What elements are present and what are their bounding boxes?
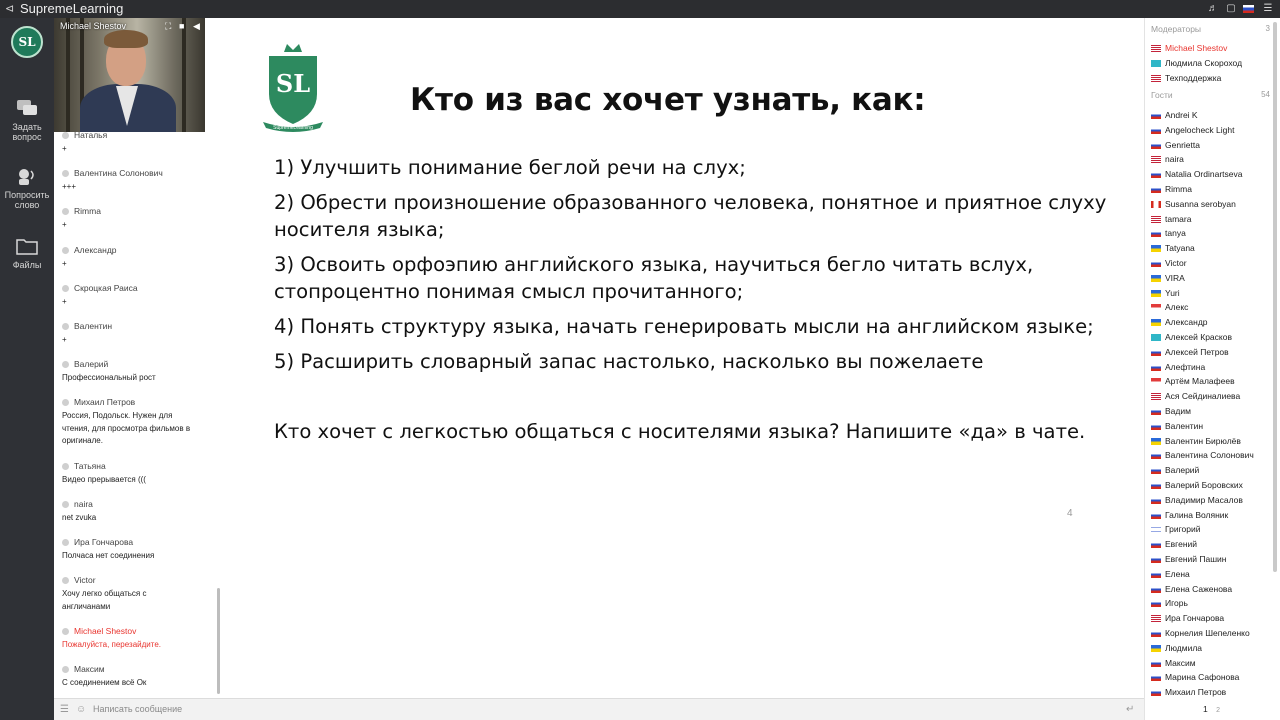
participant-name: Евгений Пашин [1165,554,1227,564]
chat-message [62,575,212,613]
participant-item[interactable] [1151,554,1226,565]
flag-kz-icon [1151,334,1161,341]
chat-author-name: Валентина Солонович [74,168,163,178]
participant-item[interactable] [1151,58,1242,69]
chat-author [62,245,212,256]
participant-name: Артём Малафеев [1165,376,1235,387]
flag-us-icon [1151,45,1161,52]
avatar-icon [62,666,69,673]
participant-name: Victor [1165,258,1187,268]
participant-name: Алексей Петров [1165,346,1229,357]
video-speaker-name: Michael Shestov [60,21,127,31]
participant-name: Michael Shestov [1165,43,1228,53]
participant-name: Елена [1165,568,1190,579]
chat-message [62,321,212,347]
emoji-icon[interactable]: ☺ [76,704,87,715]
request-word-label-1: Попросить [4,190,50,200]
participant-item[interactable] [1151,43,1227,54]
slide-bullet: 4) Понять структуру языка, начать генерировать мысли на английском языке; [274,315,1094,338]
flag-ru-icon [1151,660,1161,667]
participant-item[interactable] [1151,436,1241,447]
chat-text-line: Хочу легко общаться с [62,589,147,598]
avatar-icon [62,132,69,139]
slide-call-to-action: Кто хочет с легкостью общаться с носителями языка? Напишите «да» в чате. [274,420,1086,443]
chat-input-bar [54,698,1144,720]
participant-name: Людмила [1165,642,1203,653]
avatar-icon [62,170,69,177]
moderators-count: 3 [1265,24,1270,33]
flag-sg-icon [1151,304,1161,311]
chat-scrollbar[interactable] [217,588,220,694]
chat-author-name: Скроцкая Раиса [74,283,138,293]
chat-message [62,461,212,487]
flag-ru-icon [1151,497,1161,504]
speaker-hair [104,30,148,48]
chat-text [62,588,212,613]
chat-author-name: Rimma [74,206,101,216]
flag-ru-icon [1151,260,1161,267]
participant-name: Владимир Масалов [1165,494,1243,505]
avatar-icon [62,628,69,635]
chat-text: net zvuka [62,513,97,522]
flag-ua-icon [1151,438,1161,445]
chat-author [62,397,212,408]
avatar-icon [62,463,69,470]
ask-question-label-1: Задать [12,122,42,132]
language-flag-icon[interactable] [1243,5,1254,13]
flag-sg-icon [1151,378,1161,385]
flag-ua-icon [1151,245,1161,252]
chat-text: + [62,220,67,229]
participant-name: Genrietta [1165,139,1200,150]
chat-message [62,130,212,156]
participant-item[interactable] [1151,450,1254,461]
bamboo-stalk [66,18,70,132]
chat-author [62,206,212,217]
chat-text: + [62,144,67,153]
slide-page-number: 4 [1067,508,1073,519]
participant-name: Алексей Красков [1165,332,1232,342]
flag-ru-icon [1151,467,1161,474]
chat-bubbles-icon [15,98,39,118]
participant-item[interactable] [1151,347,1229,358]
participant-item[interactable] [1151,228,1186,239]
pagination [1203,704,1220,714]
flag-ru-icon [1151,689,1161,696]
slide-logo-subtitle: SupremeLearning [273,125,313,131]
chat-author-name: naira [74,499,93,509]
avatar-icon [62,501,69,508]
flag-ua-icon [1151,319,1161,326]
slide-logo-text: SL [275,69,311,98]
chat-text-line: Россия, Подольск. Нужен для [62,411,173,420]
slide-title: Кто из вас хочет узнать, как: [410,82,926,118]
presentation-slide [222,18,1144,698]
chat-author-name: Michael Shestov [74,626,137,636]
send-icon[interactable]: ↵ [1126,704,1135,715]
participant-name: Евгений [1165,539,1198,550]
request-word-button[interactable] [0,166,54,210]
flag-ua-icon [1151,275,1161,282]
participant-name: Михаил Петров [1165,687,1227,698]
chat-author [62,359,212,370]
guests-count: 54 [1261,90,1270,99]
participant-name: tamara [1165,213,1192,224]
participant-item[interactable] [1151,243,1195,254]
participant-name: tanya [1165,228,1186,239]
flag-ru-icon [1151,112,1161,119]
avatar-icon [62,577,69,584]
participant-item[interactable] [1151,406,1191,417]
flag-ru-icon [1151,571,1161,578]
title-bar [0,0,1280,18]
participant-name: Вадим [1165,406,1191,416]
participant-item[interactable] [1151,658,1196,669]
files-label: Файлы [12,260,42,270]
ask-question-button[interactable] [0,98,54,142]
flag-ru-icon [1151,423,1161,430]
chat-message-input[interactable]: Написать сообщение [93,704,183,714]
brand-logo: SL [11,26,43,58]
participant-item[interactable] [1151,332,1232,343]
ask-question-label-2: вопрос [12,132,42,142]
chat-author-name: Наталья [74,130,108,140]
chat-author-name: Татьяна [74,461,106,471]
flag-ru-icon [1151,674,1161,681]
participant-item[interactable] [1151,524,1200,535]
avatar-icon [62,323,69,330]
folder-icon [15,236,39,256]
chat-text: +++ [62,182,77,191]
slide-bullet: 3) Освоить орфоэпию английского языка, научиться бегло читать вслух, стопроцентно понимая смысл прочитанного; [274,253,1034,303]
chat-text-line: англичанами [62,601,111,611]
guests-header: Гости [1151,90,1173,100]
participant-item[interactable] [1151,199,1236,210]
participant-name: Susanna serobyan [1165,198,1236,209]
participant-name: Ася Сейдиналиева [1165,391,1241,402]
fullscreen-icon[interactable]: ⛶ [165,21,172,31]
participant-name: Корнелия Шепеленко [1165,628,1250,638]
participant-item[interactable] [1151,302,1188,313]
chat-author [62,537,212,548]
chat-author [62,168,212,179]
participant-name: Алефтина [1165,361,1206,372]
slide-bullet: 2) Обрести произношение образованного человека, понятное и приятное слуху носителя языка; [274,191,1107,241]
participant-item[interactable] [1151,317,1208,328]
flag-ua-icon [1151,290,1161,297]
participant-name: Rimma [1165,184,1192,194]
volume-icon[interactable]: ♬ [1208,3,1218,14]
flag-ru-icon [1151,186,1161,193]
files-button[interactable] [0,236,54,270]
participant-name: Максим [1165,657,1196,668]
avatar-icon [62,539,69,546]
participant-item[interactable] [1151,258,1187,269]
chat-author [62,664,212,675]
speaker-video[interactable] [54,18,205,132]
participant-name: Алекс [1165,302,1189,313]
chat-message [62,206,212,232]
participants-scrollbar[interactable] [1273,22,1277,572]
chat-text-line: оригинале. [62,436,103,445]
flag-ru-icon [1151,630,1161,637]
flag-ru-icon [1151,452,1161,459]
flag-ru-icon [1151,230,1161,237]
participant-name: Валентин [1165,420,1204,431]
chat-author [62,321,212,332]
participant-item[interactable] [1151,687,1226,698]
chat-text: + [62,297,67,306]
participant-name: Галина Воляник [1165,509,1229,520]
flag-ru-icon [1151,541,1161,548]
chat-message-moderator [62,626,212,652]
menu-icon[interactable]: ☰ [60,704,69,715]
slide-bullet: 5) Расширить словарный запас настолько, насколько вы пожелаете [274,350,984,373]
participant-name: Валентина Солонович [1165,450,1254,461]
screen-share-icon[interactable]: ▢ [1226,3,1236,14]
participant-item[interactable] [1151,362,1205,373]
participant-item[interactable] [1151,495,1243,506]
chat-message [62,397,212,448]
participant-item[interactable] [1151,569,1190,580]
chat-message [62,664,212,690]
flag-ca-icon [1151,201,1161,208]
slide-logo-shield [260,40,326,132]
chat-text-line: чтения, для просмотра фильмов в [62,423,191,433]
chat-message [62,537,212,563]
participant-item[interactable] [1151,584,1232,595]
participant-name: Валерий Боровских [1165,480,1243,490]
participant-name: Валерий [1165,465,1200,476]
mute-icon[interactable]: ◀ [193,21,200,31]
flag-ru-icon [1151,171,1161,178]
chat-author-name: Михаил Петров [74,397,136,407]
participant-item[interactable] [1151,169,1242,180]
participant-item[interactable] [1151,672,1239,683]
participant-name: Yuri [1165,287,1180,298]
participant-name: VIRA [1165,272,1185,283]
chat-author-name: Victor [74,575,96,585]
chat-message [62,168,212,194]
flag-ru-icon [1151,482,1161,489]
flag-ru-icon [1151,349,1161,356]
flag-il-icon [1151,526,1161,533]
participant-item[interactable] [1151,110,1198,121]
chat-author-name: Александр [74,245,117,255]
participant-item[interactable] [1151,184,1192,195]
participant-item[interactable] [1151,421,1203,432]
avatar-icon [62,399,69,406]
chat-author-name: Валентин [74,321,113,331]
chat-text: Пожалуйста, перезайдите. [62,640,161,649]
flag-us-icon [1151,156,1161,163]
participant-name: Angelocheck Light [1165,124,1235,135]
participant-name: Елена Саженова [1165,583,1233,594]
participant-name: Людмила Скороход [1165,58,1243,68]
chat-text: С соединением всё Ок [62,678,147,687]
speaker-icon [15,166,39,186]
chat-text: Видео прерывается ((( [62,475,146,484]
page-next[interactable]: 2 [1216,707,1221,714]
participant-item[interactable] [1151,214,1191,225]
share-icon[interactable]: ⊲ [5,3,15,15]
flag-ru-icon [1151,512,1161,519]
chat-author-name: Максим [74,664,105,674]
app-title: SupremeLearning [20,1,124,16]
chat-text: + [62,335,67,344]
participant-item[interactable] [1151,480,1243,491]
avatar-icon [62,361,69,368]
participant-item[interactable] [1151,613,1224,624]
participant-item[interactable] [1151,465,1199,476]
participant-name: naira [1165,154,1184,165]
participant-item[interactable] [1151,376,1235,387]
participant-name: Марина Сафонова [1165,672,1240,683]
participant-item[interactable] [1151,643,1202,654]
participant-item[interactable] [1151,273,1185,284]
chat-author [62,626,212,637]
participant-name: Александр [1165,317,1208,328]
participant-name: Техподдержка [1165,73,1222,83]
chat-text: Профессиональный рост [62,373,156,382]
participant-item[interactable] [1151,140,1200,151]
chat-text: Полчаса нет соединения [62,551,155,560]
flag-ru-icon [1151,408,1161,415]
participant-item[interactable] [1151,154,1184,165]
participant-name: Andrei K [1165,110,1198,120]
participant-item[interactable] [1151,598,1188,609]
participant-item[interactable] [1151,510,1228,521]
participants-panel [1144,18,1280,720]
chat-author [62,130,212,141]
flag-kz-icon [1151,60,1161,67]
chat-message [62,245,212,271]
flag-ru-icon [1151,127,1161,134]
chat-author [62,283,212,294]
participant-name: Валентин Бирюлёв [1165,435,1241,446]
flag-ru-icon [1151,142,1161,149]
page-current[interactable]: 1 [1203,704,1208,714]
flag-ru-icon [1151,600,1161,607]
flag-ru-icon [1151,364,1161,371]
flag-us-icon [1151,393,1161,400]
participant-item[interactable] [1151,73,1221,84]
avatar-icon [62,208,69,215]
participant-name: Григорий [1165,524,1201,535]
slide-bullet: 1) Улучшить понимание беглой речи на слух; [274,156,746,179]
chat-author [62,499,212,510]
menu-icon[interactable]: ☰ [1263,3,1273,14]
camera-icon[interactable]: ■ [179,21,185,31]
left-rail [0,18,54,720]
participant-name: Natalia Ordinartseva [1165,169,1243,180]
participant-item[interactable] [1151,125,1234,136]
chat-author [62,575,212,586]
flag-ru-icon [1151,586,1161,593]
chat-message [62,499,212,525]
flag-us-icon [1151,216,1161,223]
chat-panel [54,18,222,698]
flag-us-icon [1151,75,1161,82]
participant-item[interactable] [1151,628,1250,639]
chat-text: + [62,259,67,268]
bamboo-stalk [182,18,186,132]
flag-us-icon [1151,615,1161,622]
chat-message [62,283,212,309]
avatar-icon [62,247,69,254]
chat-text [62,410,212,448]
avatar-icon [62,285,69,292]
flag-ua-icon [1151,645,1161,652]
chat-message [62,359,212,385]
request-word-label-2: слово [14,200,40,210]
chat-author-name: Валерий [74,359,109,369]
slide-bullet-list [274,154,1114,383]
chat-author [62,461,212,472]
participant-name: Ира Гончарова [1165,613,1225,624]
participant-name: Игорь [1165,598,1188,609]
moderators-header: Модераторы [1151,24,1202,34]
chat-author-name: Ира Гончарова [74,537,134,547]
participant-name: Tatyana [1165,243,1195,254]
flag-ru-icon [1151,556,1161,563]
participant-item[interactable] [1151,539,1197,550]
participant-item[interactable] [1151,391,1240,402]
participant-item[interactable] [1151,288,1180,299]
